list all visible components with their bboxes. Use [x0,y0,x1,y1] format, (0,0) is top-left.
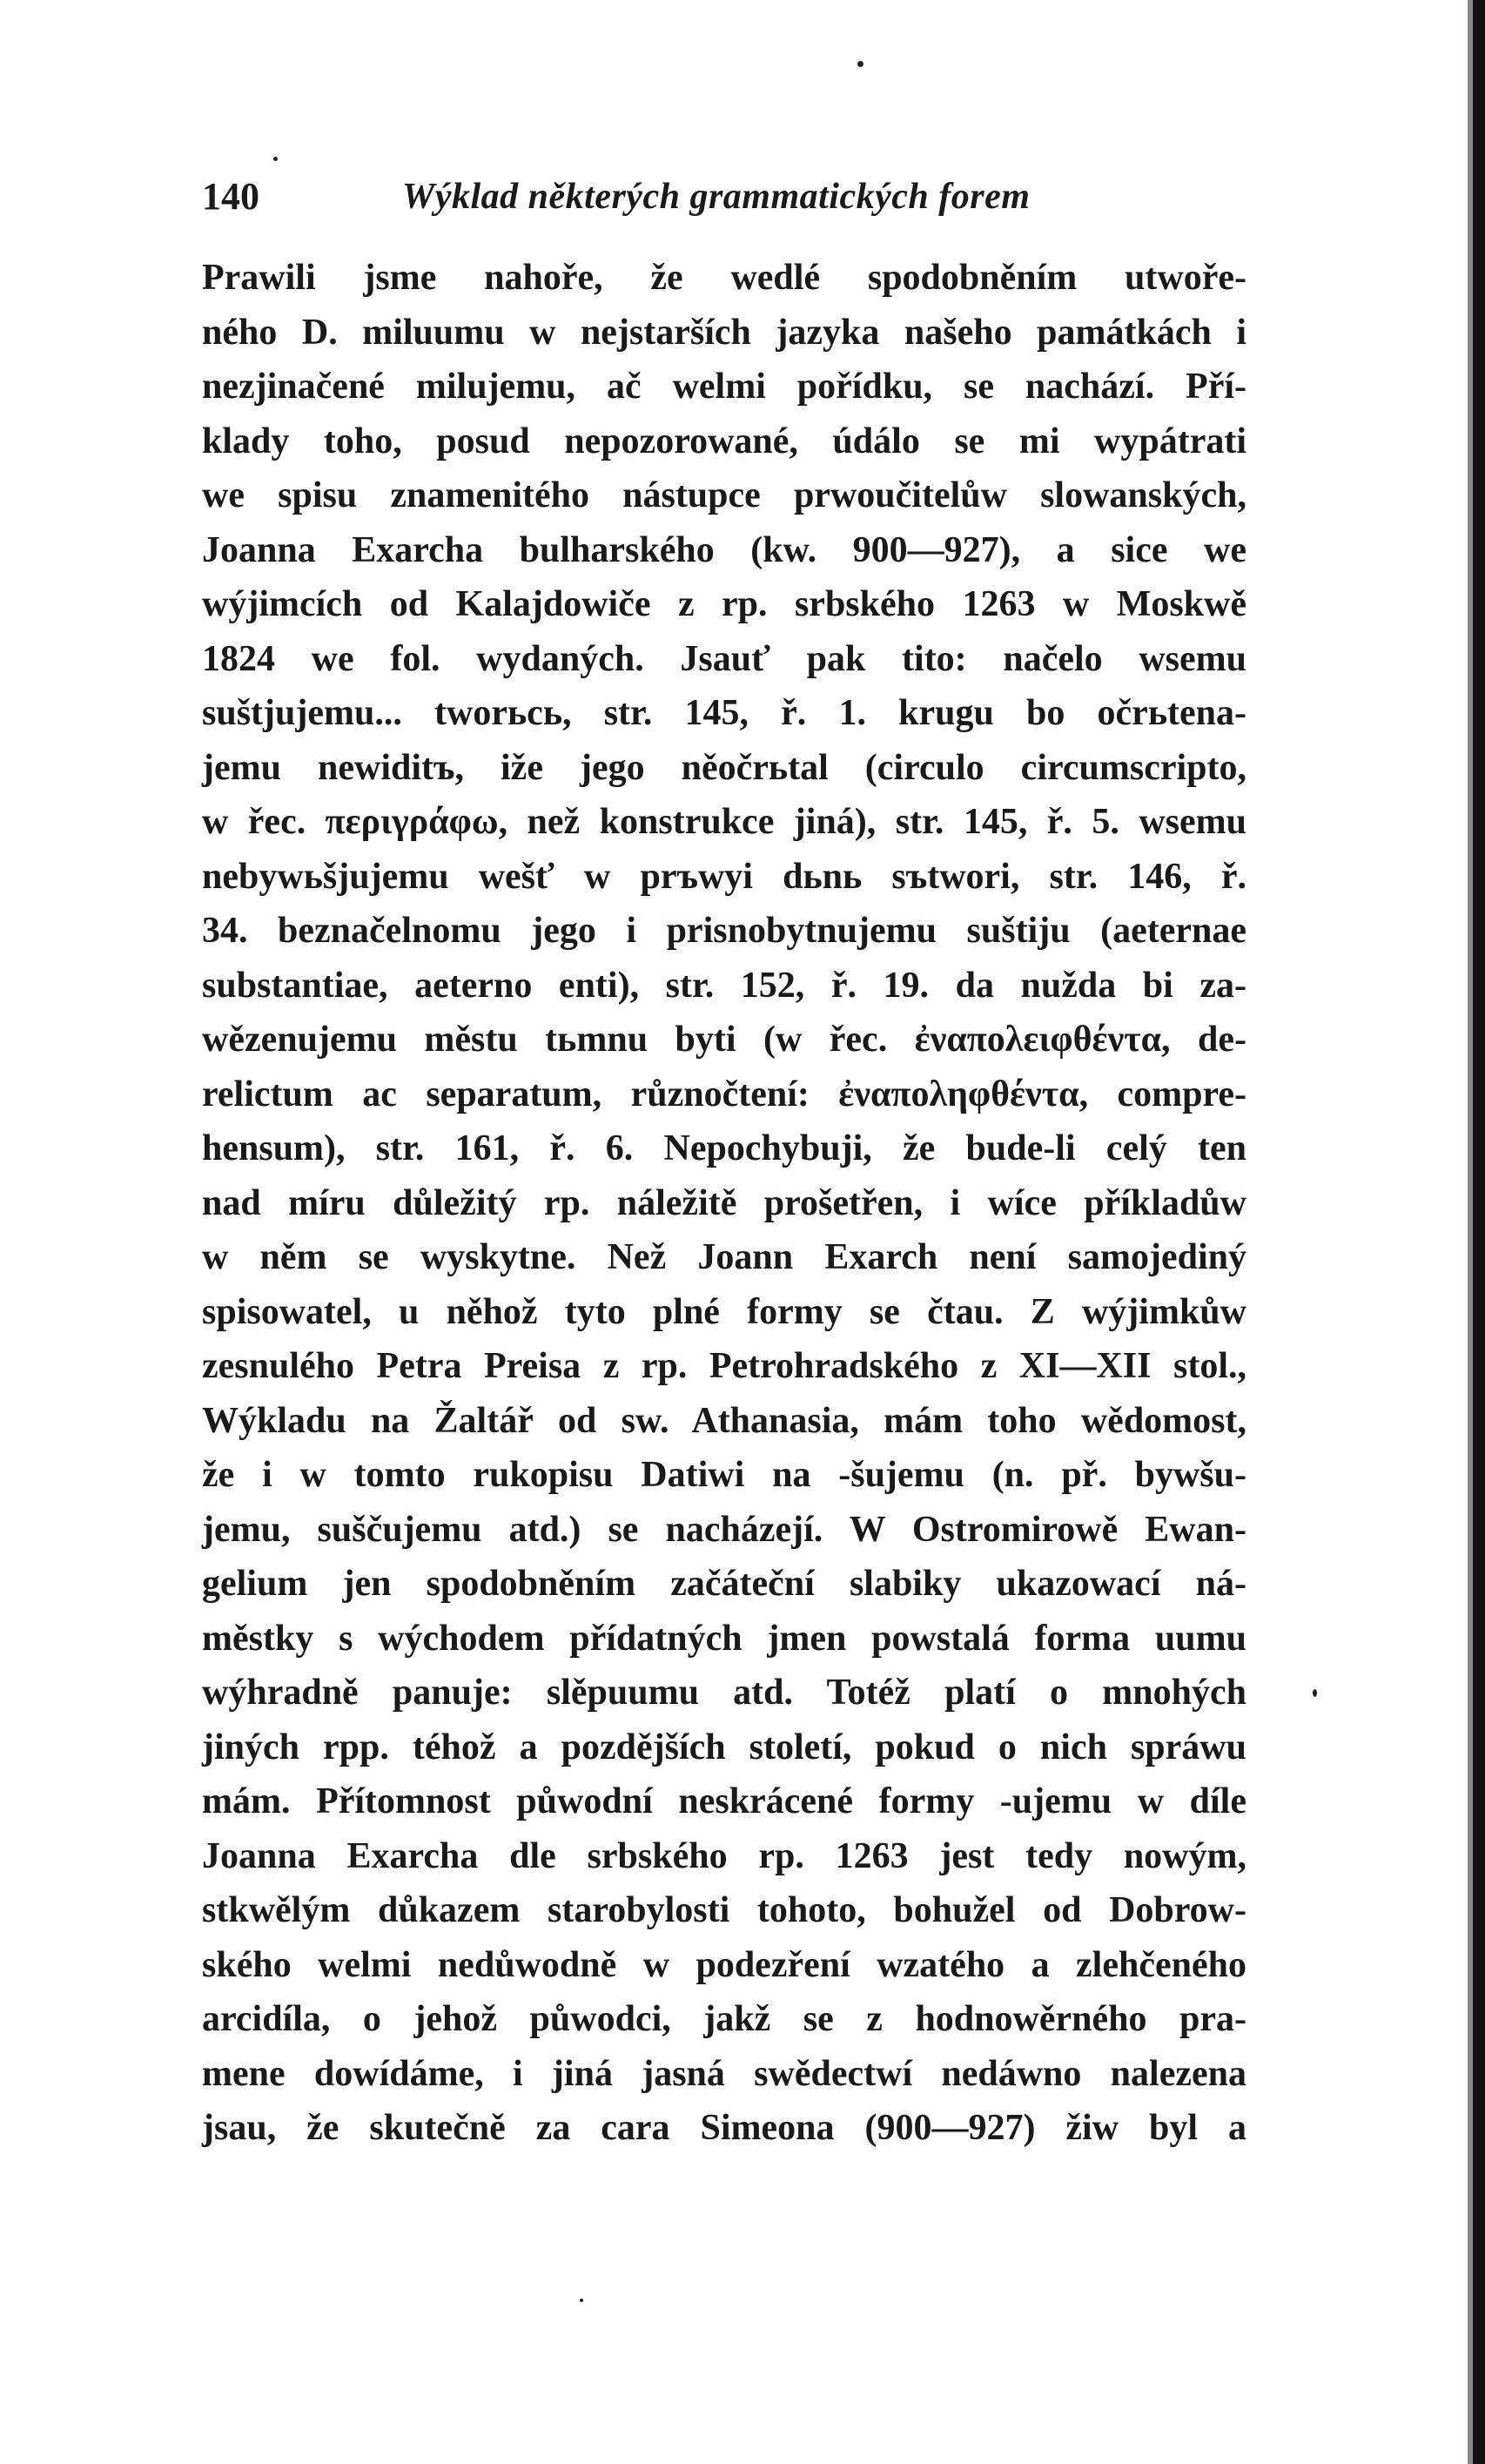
text-line: městky s wýchodem přídatných jmen powstalá forma uumu [202,1618,1246,1659]
text-line: nad míru důležitý rp. náležitě prošetřen, i wíce příkladůw [202,1182,1246,1223]
text-line: 1824 we fol. wydaných. Jsauť pak tito: načelo wsemu [202,638,1246,679]
text-line: stkwělým důkazem starobylosti tohoto, bohužel od Dobrow- [202,1890,1246,1930]
text-line: we spisu znamenitého nástupce prwoučitelůw slowanských, [202,475,1246,515]
text-line: klady toho, posud nepozorowané, údálo se mi wypátrati [202,421,1246,461]
text-line: Prawili jsme nahoře, že wedlé spodobněním utwoře- [202,258,1246,298]
text-line: nezjinačené milujemu, ač welmi pořídku, se nachází. Pří- [202,367,1246,407]
scan-speck [580,2299,583,2302]
text-line: wýjimcích od Kalajdowiče z rp. srbského 1263 w Moskwě [202,584,1246,624]
text-line: w řec. περιγράφω, než konstrukce jiná), str. 145, ř. 5. wsemu [202,802,1246,842]
text-line: Wýkladu na Žaltář od sw. Athanasia, mám toho wědomost, [202,1400,1246,1441]
text-line: relictum ac separatum, různočtení: ἐναποληφθέντα, compre- [202,1074,1246,1114]
text-line: wězenujemu městu tьmnu byti (w řec. ἐναπολειφθέντα, de- [202,1020,1246,1060]
text-line: hensum), str. 161, ř. 6. Nepochybuji, že bude-li celý ten [202,1128,1246,1168]
page-header [202,171,1273,223]
scan-speck [857,61,863,67]
scan-speck [273,157,278,161]
text-line: ského welmi nedůwodně w podezření wzatého a zlehčeného [202,1944,1246,1985]
text-line: že i w tomto rukopisu Datiwi na -šujemu (n. př. bywšu- [202,1455,1246,1495]
text-line: jiných rpp. téhož a pozdějších století, pokud o nich spráwu [202,1727,1246,1767]
text-line: Joanna Exarcha dle srbského rp. 1263 jest tedy nowým, [202,1835,1246,1876]
page-number: 140 [202,175,259,218]
running-title: Wýklad některých grammatických forem [402,177,1031,217]
text-line: ného D. miluumu w nejstarších jazyka našeho památkách i [202,312,1246,353]
body-text [202,251,1246,2156]
text-line: jemu, suščujemu atd.) se nacházejí. W Ostromirowě Ewan- [202,1509,1246,1550]
text-line: spisowatel, u něhož tyto plné formy se čtau. Z wýjimkůw [202,1291,1246,1332]
text-line: mene dowídáme, i jiná jasná swědectwí nedáwno nalezena [202,2053,1246,2094]
text-line: substantiae, aeterno enti), str. 152, ř. 19. da nužda bi za- [202,965,1246,1006]
text-line: nebywьšjujemu wešť w prъwyi dьnь sъtwori, str. 146, ř. [202,856,1246,897]
text-line: suštjujemu... tworьcь, str. 145, ř. 1. krugu bo očrьtena- [202,693,1246,733]
text-line: arcidíla, o jehož půwodci, jakž se z hodnowěrného pra- [202,1999,1246,2039]
scan-speck [1313,1689,1317,1697]
text-line: gelium jen spodobněním začáteční slabiky ukazowací ná- [202,1564,1246,1604]
text-line: w něm se wyskytne. Než Joann Exarch není samojediný [202,1237,1246,1277]
text-line: jsau, že skutečně za cara Simeona (900—927) žiw byl a [202,2108,1246,2148]
text-line: zesnulého Petra Preisa z rp. Petrohradského z XI—XII stol., [202,1346,1246,1386]
text-line: mám. Přítomnost půwodní neskrácené formy -ujemu w díle [202,1781,1246,1821]
text-line: Joanna Exarcha bulharského (kw. 900—927), a sice we [202,529,1246,570]
text-line: jemu newiditъ, iže jego něočrьtal (circulo circumscripto, [202,747,1246,788]
text-line: 34. beznačelnomu jego i prisnobytnujemu suštiju (aeternae [202,911,1246,951]
scan-edge [1473,0,1485,2464]
text-line: wýhradně panuje: slěpuumu atd. Totéž platí o mnohých [202,1673,1246,1713]
